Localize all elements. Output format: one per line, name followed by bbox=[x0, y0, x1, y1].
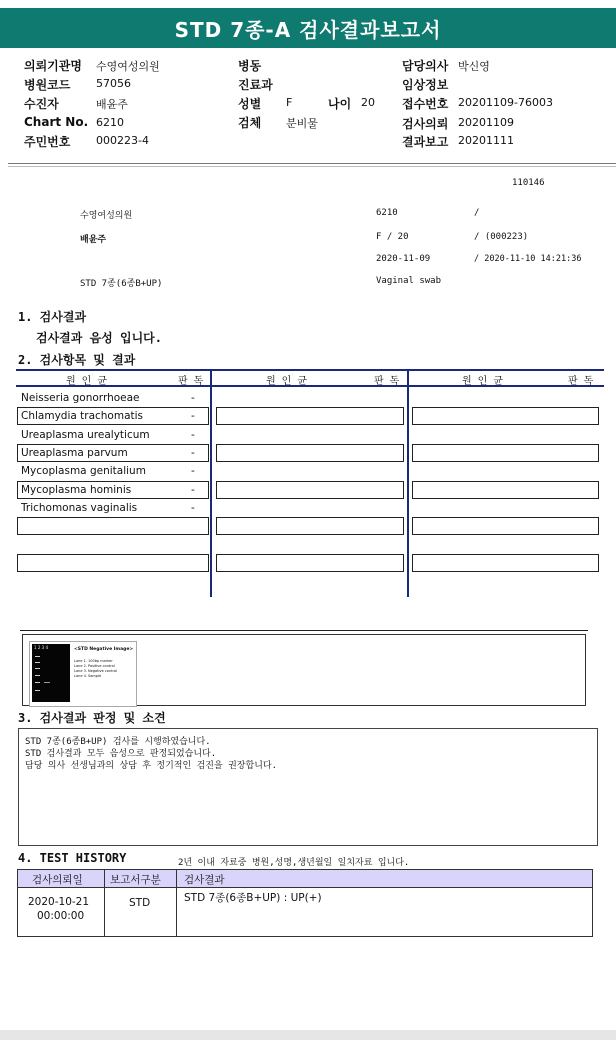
col-result-2: 판 독 bbox=[374, 376, 400, 387]
institution-label: 의뢰기관명 bbox=[24, 59, 82, 73]
empty-row-box bbox=[216, 444, 404, 462]
col-pathogen-1: 원 인 균 bbox=[66, 376, 108, 387]
patient-value: 배윤주 bbox=[96, 98, 128, 111]
section1-title: 1. 검사결과 bbox=[18, 310, 87, 324]
history-table bbox=[17, 869, 593, 937]
report-header bbox=[0, 48, 616, 166]
history-col-result: 검사결과 bbox=[184, 874, 225, 886]
clinical-label: 임상정보 bbox=[402, 78, 449, 92]
history-col-divider bbox=[104, 870, 105, 936]
summary-test: STD 7종(6종B+UP) bbox=[80, 279, 163, 289]
pathogen-result: - bbox=[191, 484, 195, 496]
table-top-rule bbox=[16, 369, 604, 371]
result-table bbox=[16, 369, 604, 597]
pathogen-result: - bbox=[191, 447, 195, 459]
report-label: 결과보고 bbox=[402, 135, 449, 149]
history-row-date: 2020-10-21 bbox=[28, 896, 90, 908]
receipt-value: 20201109-76003 bbox=[458, 96, 553, 109]
section3-title: 3. 검사결과 판정 및 소견 bbox=[18, 711, 166, 725]
pathogen-name: Neisseria gonorrhoeae bbox=[21, 392, 140, 404]
history-row-type: STD bbox=[129, 897, 151, 909]
summary-patient: 배윤주 bbox=[80, 235, 107, 245]
empty-row-box bbox=[412, 481, 599, 499]
section2-title: 2. 검사항목 및 결과 bbox=[18, 353, 136, 367]
pathogen-result: - bbox=[191, 465, 195, 477]
summary-date-in: 2020-11-09 bbox=[376, 254, 431, 264]
gel-band bbox=[35, 682, 40, 683]
section4-title: 4. TEST HISTORY bbox=[18, 851, 127, 865]
summary-ssn: / (000223) bbox=[474, 232, 529, 242]
gel-lane-4: Lane 4. Sample bbox=[74, 674, 102, 678]
gel-lane-1: Lane 1. 100bp marker bbox=[74, 659, 113, 663]
sex-value: F bbox=[286, 96, 293, 109]
empty-row-box bbox=[216, 517, 404, 535]
gel-caption: <STD Negative Image> bbox=[74, 647, 134, 652]
specimen-label: 검체 bbox=[238, 116, 262, 130]
page-bottom-strip bbox=[0, 1030, 616, 1040]
history-row-time: 00:00:00 bbox=[37, 910, 85, 922]
opinion-line-2: STD 검사결과 모두 음성으로 판정되었습니다. bbox=[25, 749, 217, 759]
gel-image-frame bbox=[22, 634, 586, 706]
empty-row-box bbox=[412, 554, 599, 572]
department-label: 진료과 bbox=[238, 78, 273, 92]
column-divider-2 bbox=[407, 369, 409, 597]
empty-row-box bbox=[412, 517, 599, 535]
doctor-value: 박신영 bbox=[458, 60, 490, 73]
history-row-result: STD 7종(6종B+UP) : UP(+) bbox=[184, 892, 322, 904]
history-col-divider bbox=[176, 870, 177, 936]
header-divider-shadow bbox=[8, 166, 616, 167]
summary-specimen: Vaginal swab bbox=[376, 276, 442, 286]
receipt-label: 접수번호 bbox=[402, 97, 449, 111]
ward-label: 병동 bbox=[238, 59, 262, 73]
hospital-code-label: 병원코드 bbox=[24, 78, 71, 92]
report-code: 110146 bbox=[512, 178, 545, 188]
column-divider-1 bbox=[210, 369, 212, 597]
ssn-value: 000223-4 bbox=[96, 134, 149, 147]
opinion-line-1: STD 7종(6종B+UP) 검사를 시행하였습니다. bbox=[25, 737, 211, 747]
chart-label: Chart No. bbox=[24, 115, 89, 129]
gel-photo bbox=[32, 644, 70, 702]
col-pathogen-2: 원 인 균 bbox=[266, 376, 308, 387]
empty-row-box bbox=[216, 407, 404, 425]
history-col-date: 검사의뢰일 bbox=[32, 874, 83, 886]
summary-institution: 수영여성의원 bbox=[80, 211, 133, 221]
table-row-box bbox=[17, 554, 209, 572]
header-divider bbox=[8, 163, 616, 164]
opinion-line-3: 담당 의사 선생님과의 상담 후 정기적인 검진을 권장합니다. bbox=[25, 761, 278, 771]
section1-result-text: 검사결과 음성 입니다. bbox=[36, 331, 163, 345]
gel-lane-2: Lane 2. Positive control bbox=[74, 664, 115, 668]
sex-label: 성별 bbox=[238, 97, 262, 111]
pathogen-result: - bbox=[191, 429, 195, 441]
history-col-type: 보고서구분 bbox=[110, 874, 161, 886]
pathogen-name: Ureaplasma urealyticum bbox=[21, 429, 150, 441]
gel-band bbox=[35, 656, 40, 657]
specimen-value: 분비물 bbox=[286, 117, 318, 130]
request-value: 20201109 bbox=[458, 116, 514, 129]
gel-band bbox=[35, 675, 40, 676]
history-note: 2년 이내 자료중 병원,성명,생년월일 일치자료 입니다. bbox=[178, 858, 410, 868]
gel-band bbox=[44, 682, 50, 683]
chart-value: 6210 bbox=[96, 116, 124, 129]
col-result-1: 판 독 bbox=[178, 376, 204, 387]
summary-chart: 6210 bbox=[376, 208, 398, 218]
pathogen-name: Mycoplasma hominis bbox=[21, 484, 132, 496]
gel-band bbox=[35, 668, 40, 669]
empty-row-box bbox=[412, 444, 599, 462]
patient-label: 수진자 bbox=[24, 97, 59, 111]
doctor-label: 담당의사 bbox=[402, 59, 449, 73]
age-value: 20 bbox=[361, 96, 375, 109]
col-pathogen-3: 원 인 균 bbox=[462, 376, 504, 387]
summary-block bbox=[0, 170, 616, 290]
empty-row-box bbox=[216, 554, 404, 572]
summary-sex-age: F / 20 bbox=[376, 232, 409, 242]
summary-date-out: / 2020-11-10 14:21:36 bbox=[474, 254, 582, 264]
pathogen-name: Mycoplasma genitalium bbox=[21, 465, 146, 477]
report-value: 20201111 bbox=[458, 134, 514, 147]
gel-lane-3: Lane 3. Negative control bbox=[74, 669, 117, 673]
gel-image-card bbox=[29, 641, 137, 707]
gel-band bbox=[35, 662, 40, 663]
hospital-code-value: 57056 bbox=[96, 77, 131, 90]
age-label: 나이 bbox=[328, 97, 352, 111]
pathogen-name: Trichomonas vaginalis bbox=[21, 502, 138, 514]
summary-slash: / bbox=[474, 208, 480, 218]
empty-row-box bbox=[412, 407, 599, 425]
table-row-box bbox=[17, 517, 209, 535]
request-label: 검사의뢰 bbox=[402, 117, 449, 131]
opinion-box bbox=[18, 728, 598, 846]
report-title: STD 7종-A 검사결과보고서 bbox=[0, 8, 616, 48]
pathogen-result: - bbox=[191, 410, 195, 422]
col-result-3: 판 독 bbox=[568, 376, 594, 387]
pathogen-name: Chlamydia trachomatis bbox=[21, 410, 144, 422]
ssn-label: 주민번호 bbox=[24, 135, 71, 149]
gel-band bbox=[35, 690, 40, 691]
institution-value: 수영여성의원 bbox=[96, 60, 160, 73]
pathogen-result: - bbox=[191, 392, 195, 404]
empty-row-box bbox=[216, 481, 404, 499]
pathogen-result: - bbox=[191, 502, 195, 514]
gel-lane-numbers: 1 2 3 4 bbox=[34, 645, 48, 650]
gel-top-rule bbox=[20, 630, 588, 631]
pathogen-name: Ureaplasma parvum bbox=[21, 447, 128, 459]
